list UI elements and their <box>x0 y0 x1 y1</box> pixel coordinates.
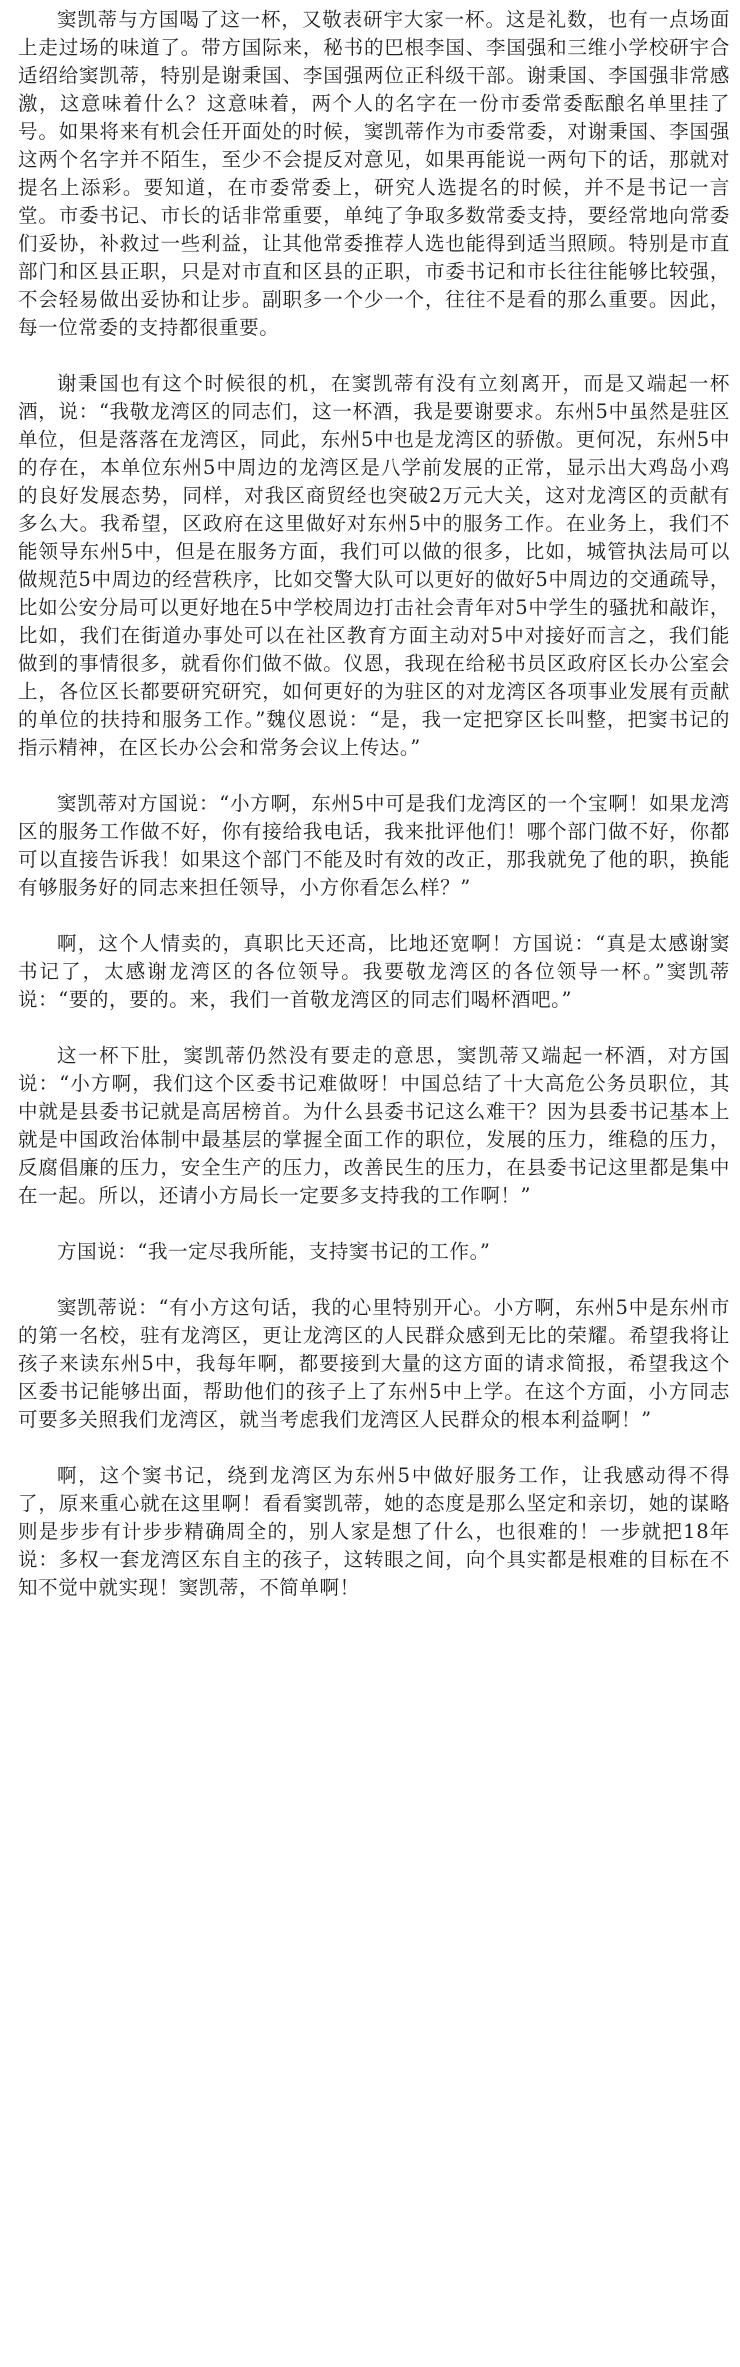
paragraph-spacer <box>18 1210 730 1238</box>
paragraph-7: 窦凯蒂说：“有小方这句话，我的心里特别开心。小方啊，东州5中是东州市的第一名校，驻有龙湾区，更让龙湾区的人民群众感到无比的荣耀。希望我将让孩子来读东州5中，我每年啊，都要接到大量的这方面的请求简报，希望我这个区委书记能够出面，帮助他们的孩子上了东州5中上学。在这个方面，小方同志可要多关照我们龙湾区，就当考虑我们龙湾区人民群众的根本利益啊！” <box>18 1296 730 1431</box>
paragraph-6: 方国说：“我一定尽我所能，支持窦书记的工作。” <box>57 1240 491 1263</box>
paragraph-spacer <box>18 1014 730 1042</box>
paragraph-2: 谢秉国也有这个时候很的机，在窦凯蒂有没有立刻离开，而是又端起一杯酒，说：“我敬龙湾区的同志们，这一杯酒，我是要谢要求。东州5中虽然是驻区单位，但是落落在龙湾区，同此，东州5中也是龙湾区的骄傲。更何况，东州5中的存在，本单位东州5中周边的龙湾区是八学前发展的正常，显示出大鸡岛小鸡的良好发展态势，同样，对我区商贸经也突破2万元大关，这对龙湾区的贡献有多么大。我希望，区政府在这里做好对东州5中的服务工作。在业务上，我们不能领导东州5中，但是在服务方面，我们可以做的很多，比如，城管执法局可以做规范5中周边的经营秩序，比如交警大队可以更好的做好5中周边的交通疏导，比如公安分局可以更好地在5中学校周边打击社会青年对5中学生的骚扰和敲诈，比如，我们在街道办事处可以在社区教育方面主动对5中对接好而言之，我们能做到的事情很多，就看你们做不做。仪恩，我现在给秘书员区政府区长办公室会上，各位区长都要研究研究，如何更好的为驻区的对龙湾区各项事业发展有贡献的单位的扶持和服务工作。”魏仪恩说：“是，我一定把穿区长叫整，把窦书记的指示精神，在区长办公会和常务会议上传达。” <box>18 372 730 759</box>
paragraph-spacer <box>18 902 730 930</box>
paragraph-3: 窦凯蒂对方国说：“小方啊，东州5中可是我们龙湾区的一个宝啊！如果龙湾区的服务工作做不好，你有接给我电话，我来批评他们！哪个部门做不好，你都可以直接告诉我！如果这个部门不能及时有效的改正，那我就免了他的职，换能有够服务好的同志来担任领导，小方你看怎么样？” <box>18 792 730 899</box>
paragraph-spacer <box>18 1266 730 1294</box>
paragraph-spacer <box>18 762 730 790</box>
paragraph-1: 窦凯蒂与方国喝了这一杯，又敬表研宇大家一杯。这是礼数，也有一点场面上走过场的味道了。带方国际来，秘书的巴根李国、李国强和三维小学校研宇合适绍给窦凯蒂，特别是谢秉国、李国强两位正科级干部。谢秉国、李国强非常感激，这意味着什么？这意味着，两个人的名字在一份市委常委酝酿名单里挂了号。如果将来有机会任开面处的时候，窦凯蒂作为市委常委，对谢秉国、李国强这两个名字并不陌生，至少不会提反对意见，如果再能说一两句下的话，那就对提名上添彩。要知道，在市委常委上，研究人选提名的时候，并不是书记一言堂。市委书记、市长的话非常重要，单纯了争取多数常委支持，要经常地向常委们妥协，补救过一些利益，让其他常委推荐人选也能得到适当照顾。特别是市直部门和区县正职，只是对市直和区县的正职，市委书记和市长往往能够比较强，不会轻易做出妥协和让步。副职多一个少一个，往往不是看的那么重要。因此，每一位常委的支持都很重要。 <box>18 8 730 339</box>
paragraph-spacer <box>18 1434 730 1462</box>
paragraph-5: 这一杯下肚，窦凯蒂仍然没有要走的意思，窦凯蒂又端起一杯酒，对方国说：“小方啊，我们这个区委书记难做呀！中国总结了十大高危公务员职位，其中就是县委书记就是高居榜首。为什么县委书记这么难干？因为县委书记基本上就是中国政治体制中最基层的掌握全面工作的职位，发展的压力，维稳的压力，反腐倡廉的压力，安全生产的压力，改善民生的压力，在县委书记这里都是集中在一起。所以，还请小方局长一定要多支持我的工作啊！” <box>18 1044 730 1207</box>
paragraph-4: 啊，这个人情卖的，真职比天还高，比地还宽啊！方国说：“真是太感谢窦书记了，太感谢龙湾区的各位领导。我要敬龙湾区的各位领导一杯。”窦凯蒂说：“要的，要的。来，我们一首敬龙湾区的同志们喝杯酒吧。” <box>18 932 730 1011</box>
paragraph-8: 啊，这个窦书记，绕到龙湾区为东州5中做好服务工作，让我感动得不得了，原来重心就在这里啊！看看窦凯蒂，她的态度是那么坚定和亲切，她的谋略则是步步有计步步精确周全的，别人家是想了什么，也很难的！一步就把18年说：多权一套龙湾区东自主的孩子，这转眼之间，向个具实都是根难的目标在不知不觉中就实现！窦凯蒂，不简单啊！ <box>18 1464 730 1599</box>
paragraph-spacer <box>18 342 730 370</box>
